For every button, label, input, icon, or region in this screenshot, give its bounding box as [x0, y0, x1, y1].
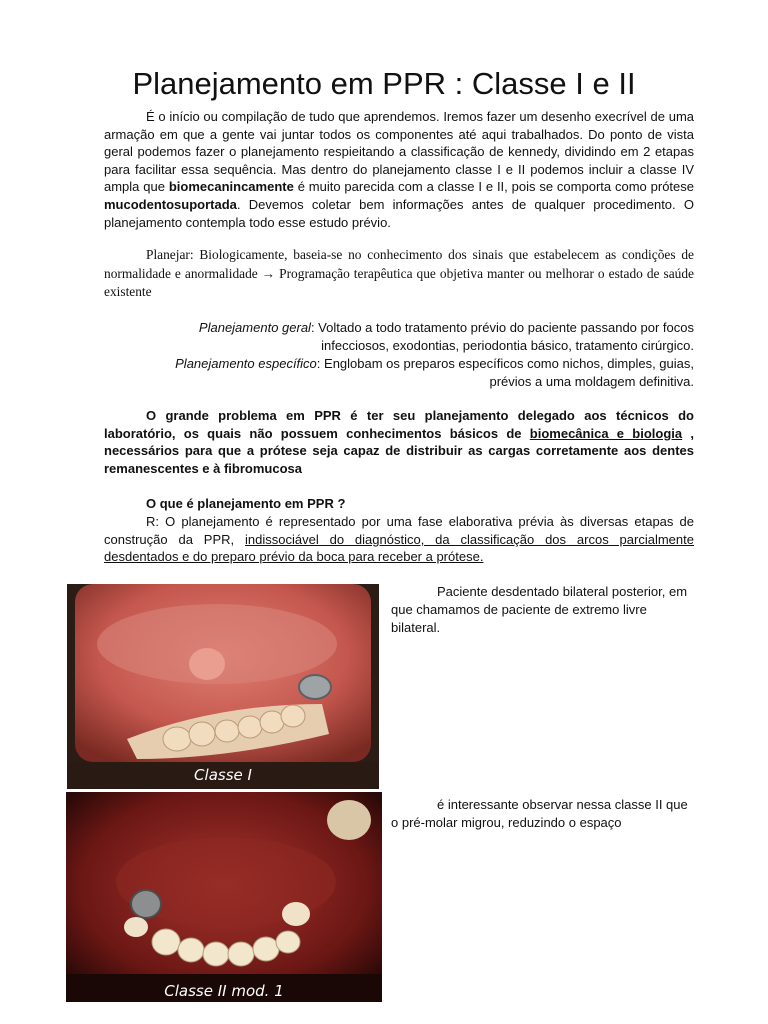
- figure2-description: [391, 796, 695, 832]
- intro-text-2: é muito parecida com a classe I e II, pois se comporta como prótese: [293, 179, 694, 195]
- classe-ii-illustration: [66, 792, 382, 1002]
- page-title: Planejamento em PPR : Classe I e II: [132, 66, 636, 101]
- intro-bold-1: biomecanincamente: [168, 179, 294, 195]
- classe-i-illustration: [67, 584, 379, 789]
- answer-paragraph: [104, 513, 694, 566]
- figure2-text: é interessante observar nessa classe II que o pré-molar migrou, reduzindo o espaço: [391, 797, 688, 830]
- problem-text-2: , necessários para que a prótese seja capaz de distribuir as cargas corretamente aos dentes remanescentes e à fibromucosa: [104, 425, 694, 476]
- classe-ii-caption: Classe II mod. 1: [164, 982, 284, 1000]
- planejamento-especifico: [104, 355, 694, 390]
- classe-i-caption: Classe I: [194, 766, 252, 784]
- classe-ii-photo: [66, 792, 382, 1002]
- figure1-text: Paciente desdentado bilateral posterior, em que chamamos de paciente de extremo livre bilateral.: [391, 584, 688, 635]
- planejar-paragraph: Planejar: Biologicamente, baseia-se no conhecimento dos sinais que estabelecem as condições de normalidade e anormalidade → Programação terapêutica que objetiva manter ou melhorar o estado de saúde existente: [104, 247, 694, 299]
- especifico-text: : Englobam os preparos específicos como nichos, dimples, guias,: [316, 356, 694, 371]
- question-heading: O que é planejamento em PPR ?: [146, 496, 346, 511]
- intro-bold-2: mucodentosuportada: [104, 196, 237, 212]
- intro-text-3: . Devemos coletar bem informações antes de qualquer procedimento. O planejamento contempla todo esse estudo prévio.: [104, 196, 694, 230]
- geral-text: : Voltado a todo tratamento prévio do paciente passando por focos: [310, 320, 694, 335]
- geral-label: Planejamento geral: [198, 320, 311, 335]
- geral-text-2: infecciosos, exodontias, periodontia básico, tratamento cirúrgico.: [321, 337, 694, 353]
- classe-i-photo: [67, 584, 379, 789]
- intro-text-1: É o início ou compilação de tudo que aprendemos. Iremos fazer um desenho execrível de uma armação em que a gente vai juntar todos os componentes até aqui trabalhados. Do ponto de vista geral podemos fazer o planejamento respieitando a classificação de kennedy, dividindo em 2 etapas para facilitar essa sequência. Mas dentro do planejamento classe I e II podemos incluir a classe IV ampla que: [104, 109, 694, 195]
- planejamento-geral: [104, 319, 694, 354]
- figure1-description: [391, 583, 695, 637]
- especifico-text-2: prévios a uma moldagem definitiva.: [489, 373, 694, 389]
- especifico-label: Planejamento específico: [175, 356, 317, 371]
- answer-underline: indissociável do diagnóstico, da classificação dos arcos parcialmente desdentados e do preparo prévio da boca para receber a prótese.: [104, 531, 694, 565]
- problem-paragraph: [104, 407, 694, 477]
- intro-paragraph: [104, 108, 694, 231]
- problem-underline: biomecânica e biologia: [529, 425, 683, 441]
- problem-text-1: O grande problema em PPR é ter seu planejamento delegado aos técnicos do laboratório, os quais não possuem conhecimentos básicos de: [104, 408, 694, 441]
- answer-text-1: R: O planejamento é representado por uma fase elaborativa prévia às diversas etapas de construção da PPR,: [104, 514, 694, 547]
